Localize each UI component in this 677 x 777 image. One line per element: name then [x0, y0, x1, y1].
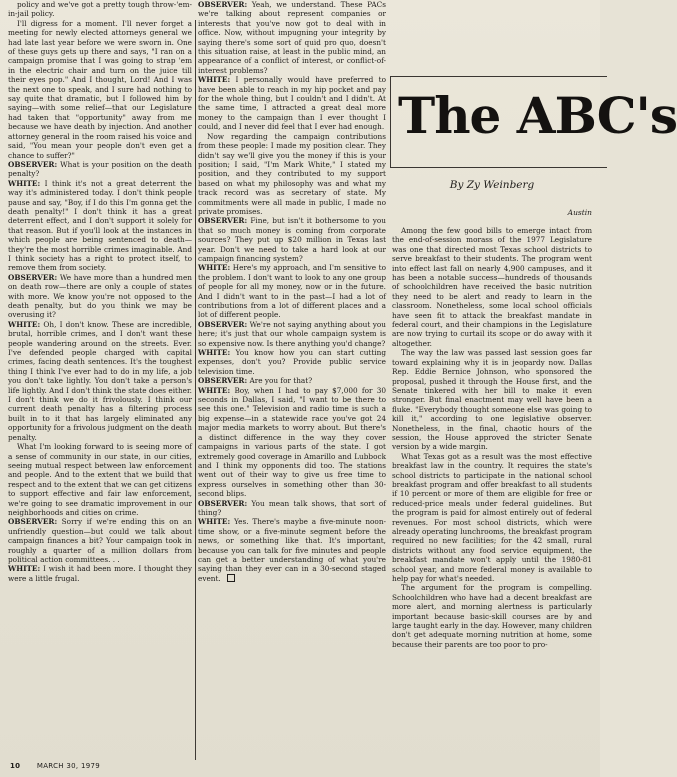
speaker-label: OBSERVER: [198, 0, 248, 9]
paragraph [198, 376, 386, 385]
article-byline: By Zy Weinberg [449, 179, 535, 191]
speaker-label: WHITE: [198, 75, 231, 85]
page-number: 10 [10, 762, 21, 770]
paragraph-text: Now regarding the campaign contributions from these people: I made my position clear. They didn't say we'll give you the money if this is your position; I said, "I'm Mark White," I stated my position, and they contributed to my support based on what my philosophy was and what my track record was as secretary of state. My commitments were all made in public, I made no private promises. [198, 131, 386, 216]
speaker-label: WHITE: [198, 348, 231, 358]
paragraph [8, 517, 192, 564]
paragraph [8, 179, 192, 273]
paragraph [392, 226, 592, 348]
paragraph [392, 452, 592, 584]
paragraph-text: The argument for the program is compelling. Schoolchildren who have had a decent breakfast are more alert, and morning alertness is particularly important because basic-skill courses are by and large taught early in the day. However, many children don't get adequate morning nutrition at home, some because their parents are too poor to pro- [392, 583, 592, 649]
paragraph-text: Are you for that? [249, 376, 313, 386]
paragraph-text: Yes. There's maybe a five-minute noon-time show, or a five-minute segment before the news, or something like that. It's important, because you can talk for five minutes and people can get a better understanding of what you're saying than they ever can in a 30-second staged event. [198, 517, 386, 583]
paragraph-text: We have more than a hundred men on death row—there are only a couple of states with more. We know you're not opposed to the death penalty, but do you think we may be overusing it? [8, 272, 192, 320]
paragraph [8, 19, 192, 160]
paragraph-text: Boy, when I had to pay $7,000 for 30 seconds in Dallas, I said, "I want to be there to see this one." Television and radio time is such a big expense—in a statewide race you've got 24 major media markets to worry about. But there's a distinct difference in the way they cover campaigns in various parts of the state. I got extremely good coverage in Amarillo and Lubbock and I think my opponents did too. The stations went out of their way to give us free time to express ourselves in something other than 30-second blips. [198, 385, 387, 499]
paragraph [8, 0, 192, 19]
speaker-label: WHITE: [198, 517, 231, 527]
article-body-column [392, 226, 592, 649]
paragraph [198, 320, 386, 348]
speaker-label: OBSERVER: [8, 272, 58, 282]
speaker-label: WHITE: [8, 178, 41, 188]
paragraph-text: I think it's not a great deterrent the way it's administered today. I don't think people pause and say, "Boy, if I do this I'm gonna get the death penalty!" I don't think it has a great deterrent effect, and I don't support it solely for that reason. But if you'll look at the instances in which people are being sentenced to death—they're the most horrible crimes imaginable. And I think society has a right to protect itself, to remove them from society. [8, 178, 192, 273]
speaker-label: OBSERVER: [198, 498, 248, 508]
speaker-label: OBSERVER: [8, 159, 58, 169]
paragraph [198, 348, 386, 376]
speaker-label: OBSERVER: [198, 319, 248, 329]
paragraph-text: The way the law was passed last session goes far toward explaining why it is in jeopardy now. Dallas Rep. Eddie Bernice Johnson, who sponsored the proposal, pushed it through the House first, and the Senate tinkered with her bill to make it even stronger. But final enactment may well have been a fluke. "Everybody thought someone else was going to kill it," according to one legislative observer. Nonetheless, in the final, chaotic hours of the session, the House approved the stricter Senate version by a wide margin. [392, 348, 592, 452]
paragraph [198, 499, 386, 518]
paragraph [392, 348, 592, 451]
paragraph [198, 0, 386, 75]
paragraph [198, 517, 386, 583]
paragraph [8, 320, 192, 442]
interview-column-middle [198, 0, 386, 583]
paragraph-text: We're not saying anything about you here; it's just that our whole campaign system is so expensive now. Is there anything you'd change? [198, 319, 386, 348]
paragraph-text: Yeah, we understand. These PACs we're talking about represent companies or interests that you've now got to deal with in office. Now, without impugning your integrity by saying there's some sort of quid pro quo, doesn't this situation raise, at least in the public mind, an appearance of a conflict of interest, or conflict-of-interest problems? [198, 0, 386, 75]
speaker-label: WHITE: [198, 385, 231, 395]
page-footer [10, 762, 100, 770]
speaker-label: WHITE: [8, 564, 41, 574]
paragraph-text: What is your position on the death penalty? [8, 159, 192, 179]
paragraph [198, 263, 386, 319]
paragraph-text: Sorry if we're ending this on an unfriendly question—but could we talk about campaign finances a bit? Your campaign took in roughly a quarter of a million dollars from political action committees. . . [8, 517, 192, 564]
speaker-label: WHITE: [8, 319, 41, 329]
paragraph [8, 273, 192, 320]
paragraph-text: Here's my approach, and I'm sensitive to the problem. I don't want to look to any one group of people for all my money, now or in the future. And I didn't want to in the past—I had a lot of contributions from a lot of different places and a lot of different people. [198, 263, 386, 320]
paragraph [8, 564, 192, 583]
paragraph-text: You mean talk shows, that sort of thing? [198, 498, 387, 517]
issue-date: MARCH 30, 1979 [36, 762, 100, 770]
article-dateline: Austin [567, 208, 592, 217]
column-divider [195, 20, 196, 760]
paragraph-text: I'll digress for a moment. I'll never forget a meeting for newly elected attorneys general we had late last year before we were sworn in. One of these guys gets up there and says, "I ran on a campaign promise that I was going to strap 'em in the electric chair and turn on the juice till their eyes pop." And I thought, Lord! And I was the next one to speak, and I sure had nothing to say quite that dramatic, but I followed him by saying—with some relief—that our Legislature had taken that "opportunity" away from me because we have death by injection. And another attorney general in the room raised his voice and said, "You mean your people don't even get a chance to suffer?" [8, 18, 192, 160]
paragraph [198, 75, 386, 131]
speaker-label: OBSERVER: [198, 376, 248, 386]
article-headline: The ABC's [398, 86, 677, 145]
paragraph-text: What I'm looking forward to is seeing more of a sense of community in our state, in our cities, seeing mutual respect between law enforcement and people. And to the extent that we build that respect and to the extent that we can get citizens to support effective and fair law enforcement, we're going to see dramatic improvement in our neighborhoods and cities on crime. [8, 442, 192, 517]
speaker-label: OBSERVER: [198, 216, 248, 226]
speaker-label: OBSERVER: [8, 517, 58, 527]
paragraph-text: policy and we've got a pretty tough throw-'em-in-jail policy. [8, 0, 192, 19]
paragraph-text: You know how you can start cutting expenses, don't you? Provide public service television time. [198, 348, 386, 376]
paragraph-text: Among the few good bills to emerge intact from the end-of-session morass of the 1977 Legislature was one that directed most Texas school districts to serve breakfast to their students. The program went into effect last fall on nearly 4,900 campuses, and it has been a notable success—hundreds of thousands of schoolchildren have received the basic nutrition they need to be alert and ready to learn in the classroom. Nonetheless, some local school officials have seen fit to attack the breakfast mandate in federal court, and their champions in the Legislature are now trying to curtail its scope or do away with it altogether. [392, 226, 592, 348]
paragraph-text: Oh, I don't know. These are incredible, brutal, horrible crimes, and I don't want these people wandering around on the streets. Ever. I've defended people charged with capital crimes, facing death sentences. It's the toughest thing I think I've ever had to do in my life, a job you don't take lightly. You don't take a person's life lightly. And I don't think the state does either. I don't think we do it frivolously. I think our current death penalty has a filtering process built in to it that has largely eliminated any opportunity for a frivolous judgment on the death penalty. [8, 319, 192, 442]
paragraph [198, 132, 386, 217]
speaker-label: WHITE: [198, 263, 231, 273]
paragraph [8, 442, 192, 517]
paragraph [392, 583, 592, 649]
interview-column-left [8, 0, 192, 583]
paragraph-text: I wish it had been more. I thought they were a little frugal. [8, 564, 192, 583]
paragraph [198, 216, 386, 263]
paragraph-text: I personally would have preferred to have been able to reach in my hip pocket and pay for the whole thing, but I couldn't and I didn't. At the same time, I attracted a great deal more money to the campaign than I ever thought I could, and I never did feel that I ever had enough. [198, 75, 386, 132]
paragraph-text: What Texas got as a result was the most effective breakfast law in the country. It requires the state's school districts to participate in the national school breakfast program and offer breakfast to all students if 10 percent or more of them are eligible for free or reduced-price meals under federal guidelines. But the program is paid for almost entirely out of federal revenues. For most school districts, which were already operating lunchrooms, the breakfast program required no new facilities; for the 42 small, rural districts without any food service equipment, the breakfast mandate won't apply until the 1980-81 school year, and more federal money is available to help pay for what's needed. [392, 451, 592, 584]
paragraph [8, 160, 192, 179]
paragraph [198, 386, 386, 499]
paragraph-text: Fine, but isn't it bothersome to you that so much money is coming from corporate sources? They put up $20 million in Texas last year. Don't we need to take a hard look at our campaign financing system? [198, 216, 386, 263]
end-of-article-mark [227, 574, 235, 582]
